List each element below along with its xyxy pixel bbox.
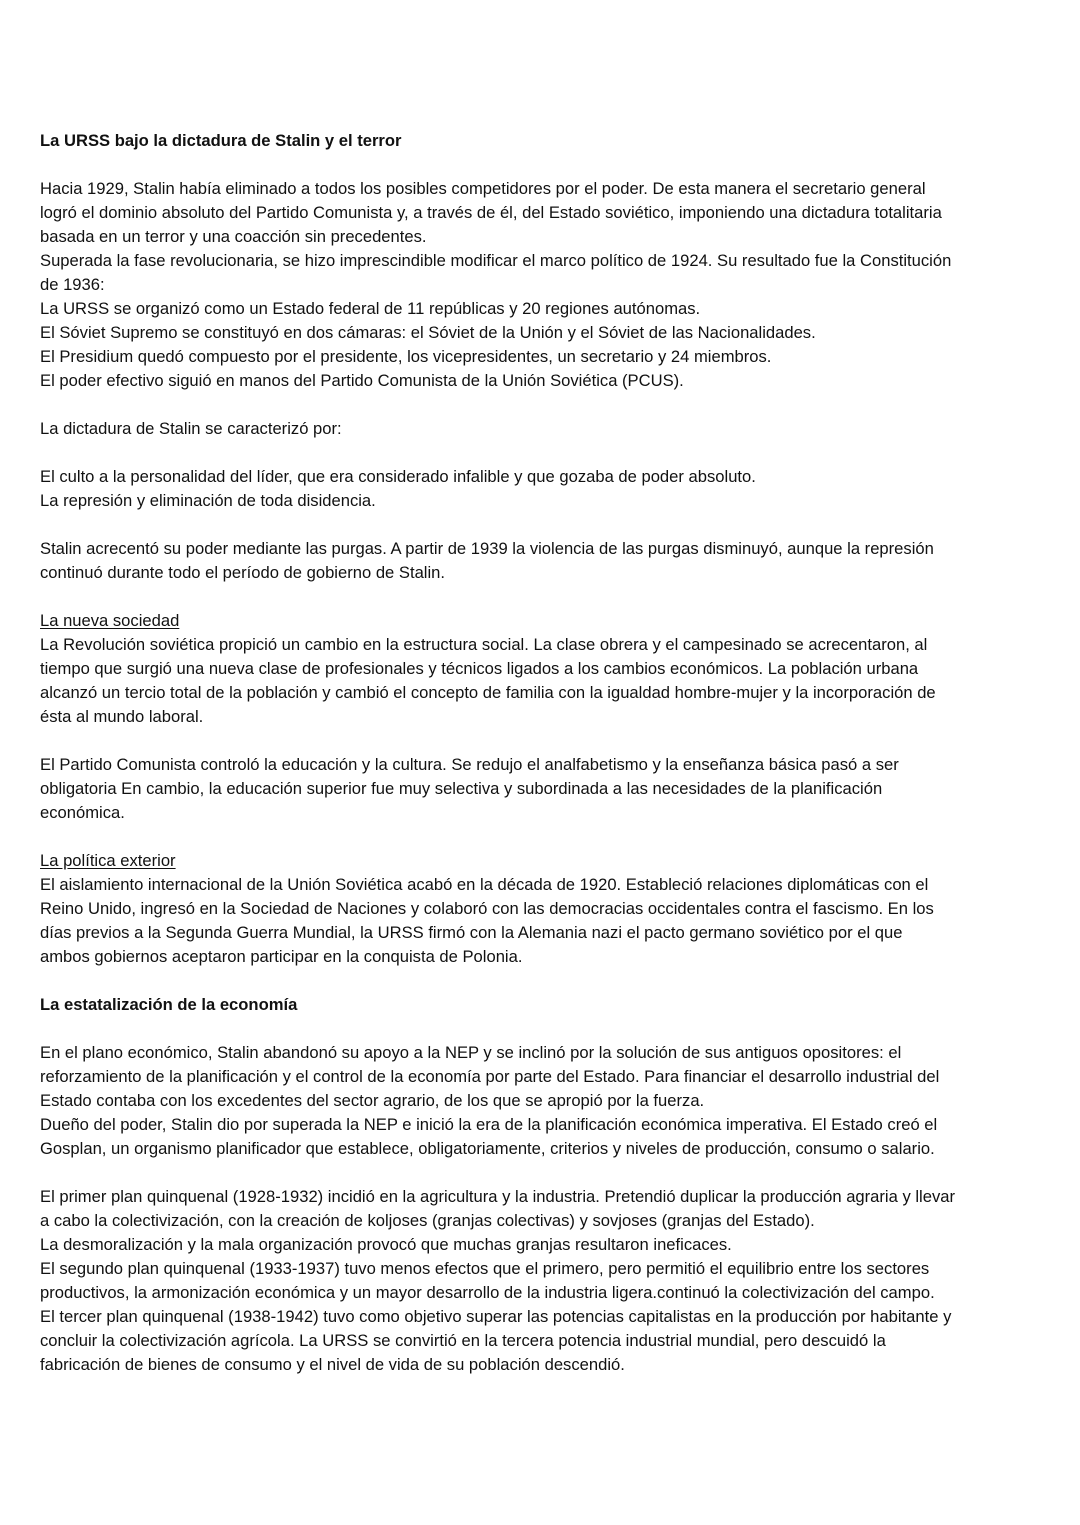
section-heading: La estatalización de la economía [40, 995, 298, 1014]
paragraph [40, 1185, 1050, 1377]
text-line: El poder efectivo siguió en manos del Partido Comunista de la Unión Soviética (PCUS). [40, 371, 684, 390]
text-line: continuó durante todo el período de gobierno de Stalin. [40, 563, 446, 582]
text-line: días previos a la Segunda Guerra Mundial, la URSS firmó con la Alemania nazi el pacto germano soviético por el que [40, 923, 903, 942]
text-line: económica. [40, 803, 125, 822]
text-line: a cabo la colectivización, con la creación de koljoses (granjas colectivas) y sovjoses (granjas del Estado). [40, 1211, 815, 1230]
text-line: Stalin acrecentó su poder mediante las purgas. A partir de 1939 la violencia de las purgas disminuyó, aunque la represión [40, 539, 934, 558]
paragraph [40, 465, 1050, 513]
paragraph [40, 873, 1050, 969]
paragraph [40, 633, 1050, 729]
text-line: concluir la colectivización agrícola. La URSS se convirtió en la tercera potencia industrial mundial, pero descuidó la [40, 1331, 886, 1350]
text-line: Gosplan, un organismo planificador que establece, obligatoriamente, criterios y niveles de producción, consumo o salario. [40, 1139, 935, 1158]
text-line: En el plano económico, Stalin abandonó su apoyo a la NEP y se inclinó por la solución de sus antiguos opositores: el [40, 1043, 902, 1062]
text-line: El aislamiento internacional de la Unión Soviética acabó en la década de 1920. Estableció relaciones diplomáticas con el [40, 875, 929, 894]
text-line: ésta al mundo laboral. [40, 707, 204, 726]
text-line: El primer plan quinquenal (1928-1932) incidió en la agricultura y la industria. Pretendió duplicar la producción agraria y llevar [40, 1187, 956, 1206]
text-line: Reino Unido, ingresó en la Sociedad de Naciones y colaboró con las democracias occidentales contra el fascismo. En los [40, 899, 934, 918]
text-line: Estado contaba con los excedentes del sector agrario, de los que se apropió por la fuerza. [40, 1091, 705, 1110]
text-line: La Revolución soviética propició un cambio en la estructura social. La clase obrera y el campesinado se acrecentaron, al [40, 635, 928, 654]
text-line: Superada la fase revolucionaria, se hizo imprescindible modificar el marco político de 1924. Su resultado fue la Constitución [40, 251, 952, 270]
paragraph [40, 1041, 1050, 1161]
text-line: obligatoria En cambio, la educación superior fue muy selectiva y subordinada a las necesidades de la planificación [40, 779, 883, 798]
text-line: El Sóviet Supremo se constituyó en dos cámaras: el Sóviet de la Unión y el Sóviet de las Nacionalidades. [40, 323, 816, 342]
document-page [40, 129, 1050, 1377]
text-line: alcanzó un tercio total de la población y cambió el concepto de familia con la igualdad hombre-mujer y la incorporación de [40, 683, 936, 702]
paragraph [40, 537, 1050, 585]
text-line: El tercer plan quinquenal (1938-1942) tuvo como objetivo superar las potencias capitalistas en la producción por habitante y [40, 1307, 952, 1326]
text-line: basada en un terror y una coacción sin precedentes. [40, 227, 427, 246]
text-line: El Presidium quedó compuesto por el presidente, los vicepresidentes, un secretario y 24 miembros. [40, 347, 772, 366]
text-line: La dictadura de Stalin se caracterizó por: [40, 419, 342, 438]
text-line: tiempo que surgió una nueva clase de profesionales y técnicos ligados a los cambios económicos. La población urbana [40, 659, 919, 678]
text-line: La represión y eliminación de toda disidencia. [40, 491, 376, 510]
paragraph [40, 753, 1050, 825]
paragraph [40, 417, 1050, 441]
text-line: El segundo plan quinquenal (1933-1937) tuvo menos efectos que el primero, pero permitió el equilibrio entre los sectores [40, 1259, 930, 1278]
text-line: Dueño del poder, Stalin dio por superada la NEP e inició la era de la planificación económica imperativa. El Estado creó el [40, 1115, 938, 1134]
text-line: El culto a la personalidad del líder, que era considerado infalible y que gozaba de poder absoluto. [40, 467, 756, 486]
section-subheading: La política exterior [40, 851, 176, 870]
text-line: El Partido Comunista controló la educación y la cultura. Se redujo el analfabetismo y la enseñanza básica pasó a ser [40, 755, 899, 774]
text-line: fabricación de bienes de consumo y el nivel de vida de su población descendió. [40, 1355, 625, 1374]
text-line: Hacia 1929, Stalin había eliminado a todos los posibles competidores por el poder. De esta manera el secretario general [40, 179, 926, 198]
section-subheading: La nueva sociedad [40, 611, 180, 630]
paragraph [40, 177, 1050, 393]
section-heading: La URSS bajo la dictadura de Stalin y el terror [40, 131, 402, 150]
text-line: productivos, la armonización económica y un mayor desarrollo de la industria ligera.continuó la colectivización del campo. [40, 1283, 935, 1302]
text-line: logró el dominio absoluto del Partido Comunista y, a través de él, del Estado soviético, imponiendo una dictadura totalitaria [40, 203, 942, 222]
text-line: de 1936: [40, 275, 105, 294]
text-line: La URSS se organizó como un Estado federal de 11 repúblicas y 20 regiones autónomas. [40, 299, 701, 318]
text-line: reforzamiento de la planificación y el control de la economía por parte del Estado. Para financiar el desarrollo industrial del [40, 1067, 940, 1086]
text-line: ambos gobiernos aceptaron participar en la conquista de Polonia. [40, 947, 523, 966]
text-line: La desmoralización y la mala organización provocó que muchas granjas resultaron ineficaces. [40, 1235, 732, 1254]
